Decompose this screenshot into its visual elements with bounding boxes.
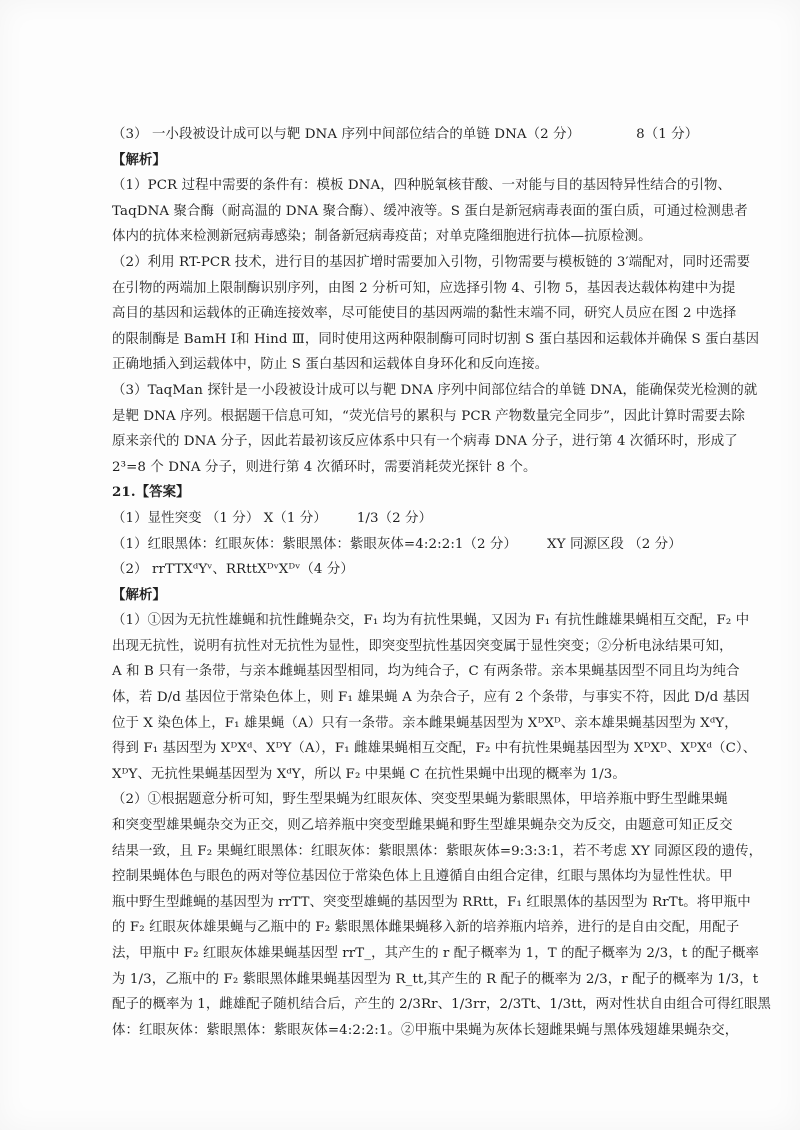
q21-analysis-line: 体，若 D/d 基因位于常染色体上，则 F₁ 雄果蝇 A 为杂合子，应有 2 个条带，与事实不符，因此 D/d 基因 bbox=[112, 690, 750, 706]
q20-part3-answer bbox=[112, 122, 702, 148]
q21-analysis-line: （1）①因为无抗性雄蝇和抗性雌蝇杂交，F₁ 均为有抗性果蝇，又因为 F₁ 有抗性雌雄果蝇相互交配，F₂ 中 bbox=[112, 613, 750, 629]
q21-answer-2a: （1）红眼黑体：红眼灰体：紫眼黑体：紫眼灰体=4:2:2:1（2 分） bbox=[112, 536, 518, 552]
q20-analysis-line: 2³=8 个 DNA 分子，则进行第 4 次循环时，需要消耗荧光探针 8 个。 bbox=[112, 459, 537, 475]
q21-analysis-line: 的 F₂ 红眼灰体雄果蝇与乙瓶中的 F₂ 紫眼黑体雌果蝇移入新的培养瓶内培养，进行的是自由交配，用配子 bbox=[112, 920, 740, 936]
q21-analysis-line: 法，甲瓶中 F₂ 红眼灰体雄果蝇基因型 rrT_，其产生的 r 配子概率为 1，T 的配子概率为 2/3，t 的配子概率 bbox=[112, 946, 760, 961]
q20-analysis-line: 是靶 DNA 序列。根据题干信息可知，“荧光信号的累积与 PCR 产物数量完全同步”，因此计算时需要去除 bbox=[112, 408, 745, 424]
q21-analysis-line: 控制果蝇体色与眼色的两对等位基因位于常染色体上且遵循自由组合定律，红眼与黑体均为显性性状。甲 bbox=[112, 869, 733, 885]
q21-analysis-line: 得到 F₁ 基因型为 XᴰXᵈ、XᴰY（A），F₁ 雌雄果蝇相互交配，F₂ 中有抗性果蝇基因型为 XᴰXᴰ、XᴰXᵈ（C）、 bbox=[112, 741, 757, 757]
q21-heading: 21.【答案】 bbox=[112, 484, 190, 501]
page-content bbox=[112, 122, 772, 1043]
q20-analysis-line: 原来亲代的 DNA 分子，因此若最初该反应体系中只有一个病毒 DNA 分子，进行第 4 次循环时，形成了 bbox=[112, 434, 738, 450]
q20-analysis-line: TaqDNA 聚合酶（耐高温的 DNA 聚合酶）、缓冲液等。S 蛋白是新冠病毒表面的蛋白质，可通过检测患者 bbox=[112, 203, 748, 219]
q21-analysis-line: A 和 B 只有一条带，与亲本雌蝇基因型相同，均为纯合子，C 有两条带。亲本果蝇基因型不同且均为纯合 bbox=[112, 664, 740, 680]
q20-analysis-line: 的限制酶是 BamH Ⅰ和 Hind Ⅲ，同时使用这两种限制酶可同时切割 S 蛋白基因和运载体并确保 S 蛋白基因 bbox=[112, 331, 760, 347]
q21-analysis-line: 体：红眼灰体：紫眼黑体：紫眼灰体=4:2:2:1。②甲瓶中果蝇为灰体长翅雌果蝇与黑体残翅雄果蝇杂交， bbox=[112, 1022, 739, 1038]
q21-analysis-line: 出现无抗性，说明有抗性对无抗性为显性，即突变型抗性基因突变属于显性突变；②分析电泳结果可知， bbox=[112, 638, 733, 654]
q21-analysis-line: （2）①根据题意分析可知，野生型果蝇为红眼灰体、突变型果蝇为紫眼黑体，甲培养瓶中野生型雌果蝇 bbox=[112, 792, 728, 808]
q21-analysis-line: 位于 X 染色体上，F₁ 雄果蝇（A）只有一条带。亲本雌果蝇基因型为 XᴰXᴰ、亲本雄果蝇基因型为 XᵈY， bbox=[112, 715, 738, 731]
q20-analysis-line: 在引物的两端加上限制酶识别序列，由图 2 分析可知，应选择引物 4、引物 5，基因表达载体构建中为提 bbox=[112, 280, 736, 296]
q21-analysis-line: 结果一致，且 F₂ 果蝇红眼黑体：红眼灰体：紫眼黑体：紫眼灰体=9:3:3:1，若不考虑 XY 同源区段的遗传， bbox=[112, 843, 763, 859]
q21-analysis-line: 为 1/3，乙瓶中的 F₂ 紫眼黑体雌果蝇基因型为 R_tt,其产生的 R 配子的概率为 2/3，r 配子的概率为 1/3，t bbox=[112, 971, 759, 987]
q21-answer-line-2 bbox=[112, 532, 702, 558]
q20-analysis-line: 高目的基因和运载体的正确连接效率，尽可能使目的基因两端的黏性末端不同，研究人员应在图 2 中选择 bbox=[112, 306, 737, 322]
q21-answer-line-1 bbox=[112, 506, 702, 532]
q20-analysis-line: （2）利用 RT-PCR 技术，进行目的基因扩增时需要加入引物，引物需要与模板链的 3′端配对，同时还需要 bbox=[112, 254, 751, 270]
q21-answer-line-3: （2） rrTTXᵈYᵛ、RRttXᴰᵛXᴰᵛ（4 分） bbox=[112, 562, 354, 578]
q20-analysis-line: 正确地插入到运载体中，防止 S 蛋白基因和运载体自身环化和反向连接。 bbox=[112, 357, 549, 373]
q21-analysis-heading: 【解析】 bbox=[112, 586, 166, 603]
q20-analysis-line: 体内的抗体来检测新冠病毒感染；制备新冠病毒疫苗；对单克隆细胞进行抗体—抗原检测。 bbox=[112, 229, 652, 245]
q21-answer-1a: （1）显性突变 （1 分） X（1 分） bbox=[112, 510, 327, 526]
q21-analysis-line: XᴰY、无抗性果蝇基因型为 XᵈY，所以 F₂ 中果蝇 C 在抗性果蝇中出现的概率为 1/3。 bbox=[112, 766, 626, 782]
q21-analysis-line: 和突变型雄果蝇杂交为正交，则乙培养瓶中突变型雌果蝇和野生型雄果蝇杂交为反交，由题意可知正反交 bbox=[112, 818, 733, 834]
q21-answer-2b: XY 同源区段 （2 分） bbox=[547, 536, 682, 552]
q21-analysis-line: 瓶中野生型雌蝇的基因型为 rrTT、突变型雄蝇的基因型为 RRtt，F₁ 红眼黑体的基因型为 RrTt。将甲瓶中 bbox=[112, 894, 751, 910]
q20-part3-answer-text: （3） 一小段被设计成可以与靶 DNA 序列中间部位结合的单链 DNA（2 分） bbox=[112, 127, 581, 142]
q20-analysis-heading: 【解析】 bbox=[112, 151, 166, 168]
q21-analysis-line: 配子的概率为 1，雌雄配子随机结合后，产生的 2/3Rr、1/3rr，2/3Tt、1/3tt，两对性状自由组合可得红眼黑 bbox=[112, 997, 772, 1013]
q21-answer-1b: 1/3（2 分） bbox=[356, 510, 433, 526]
q20-analysis-line: （3）TaqMan 探针是一小段被设计成可以与靶 DNA 序列中间部位结合的单链 DNA，能确保荧光检测的就 bbox=[112, 382, 758, 398]
q20-part3-answer-value: 8（1 分） bbox=[636, 127, 699, 142]
q20-analysis-line: （1）PCR 过程中需要的条件有：模板 DNA，四种脱氧核苷酸、一对能与目的基因特异性结合的引物、 bbox=[112, 178, 732, 194]
